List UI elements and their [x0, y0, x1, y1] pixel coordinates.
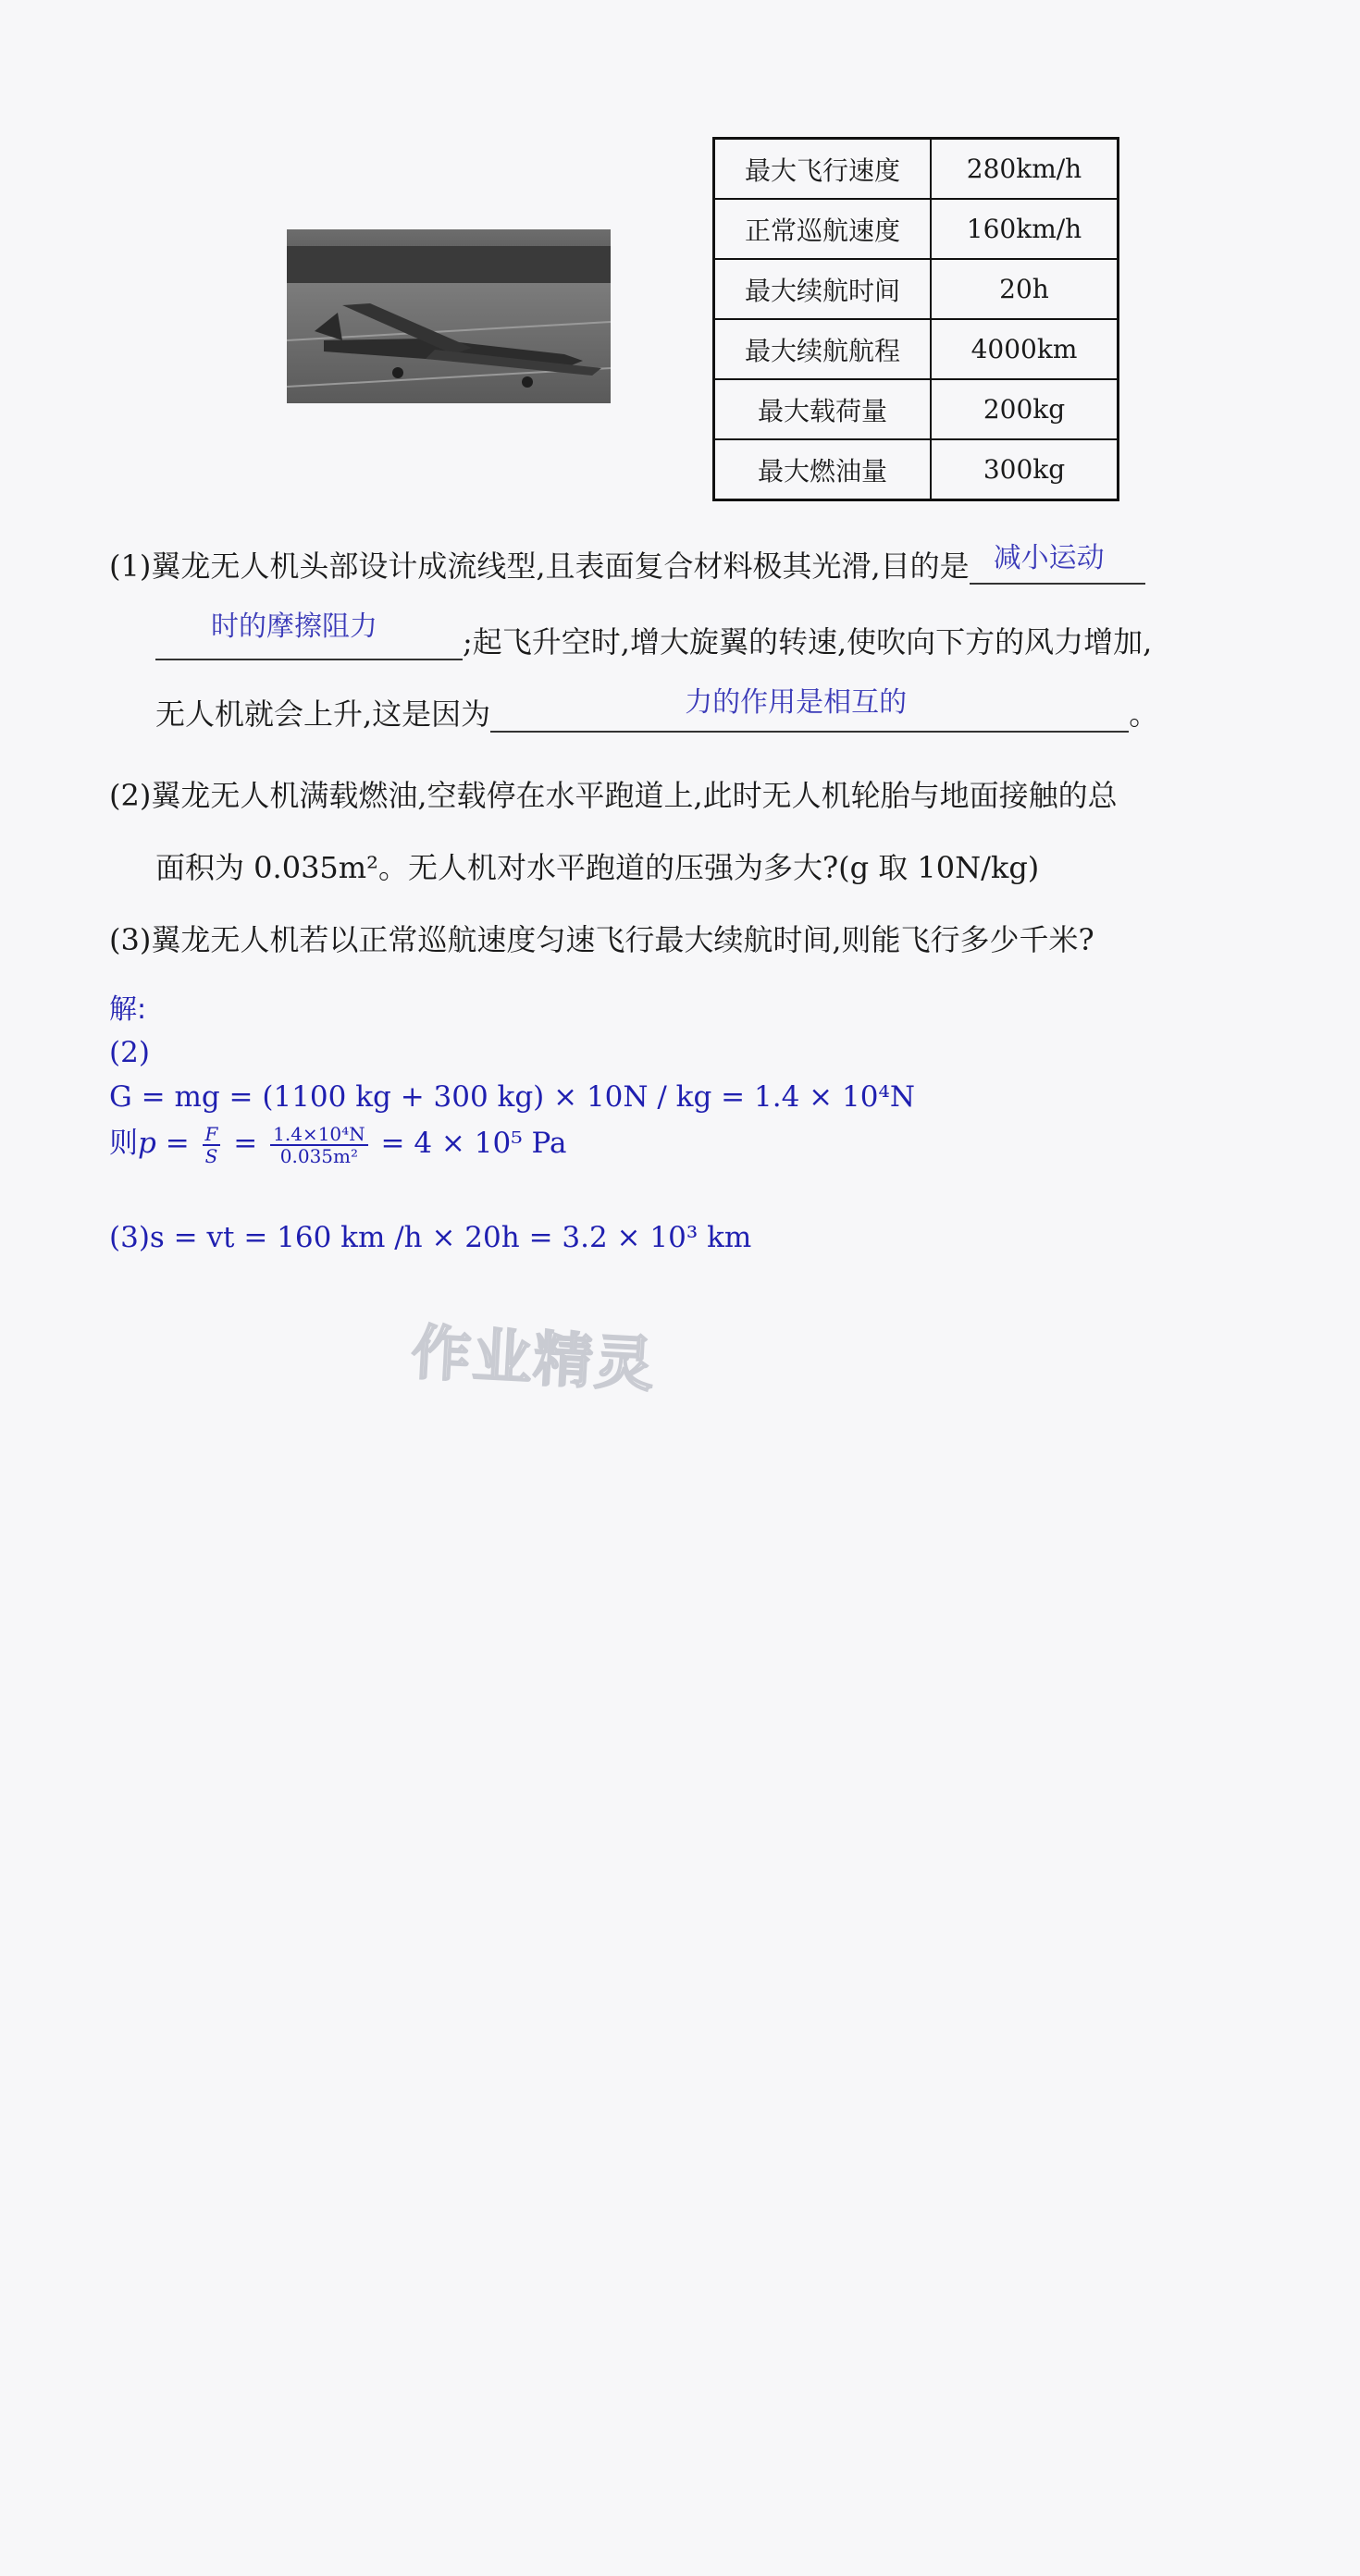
- question-1-text-3: 无人机就会上升,这是因为: [155, 696, 491, 732]
- table-cell-label: 最大燃油量: [714, 439, 932, 500]
- question-2-line-1: (2)翼龙无人机满载燃油,空载停在水平跑道上,此时无人机轮胎与地面接触的总: [109, 778, 1118, 813]
- solution-pressure-formula: 则p = $\frac{F}{S}$ = $\frac{\text{1.4×10⁴N}}{\text{0.035m²}}$ = 4 × 10⁵ Pa: [109, 1122, 567, 1167]
- solution-part-3-formula: (3)s = vt = 160 km /h × 20h = 3.2 × 10³ km: [109, 1221, 752, 1254]
- spec-table: [712, 137, 1119, 501]
- table-row: [714, 439, 1119, 500]
- handwritten-answer-1c: 力的作用是相互的: [685, 686, 908, 719]
- solution-pressure-prefix: 则: [109, 1127, 138, 1160]
- solution-pressure-result: = 4 × 10⁵ Pa: [380, 1127, 567, 1160]
- table-cell-value: 300kg: [931, 439, 1119, 500]
- fraction-denominator: 0.035m²: [279, 1144, 359, 1167]
- answer-blank-1a: [970, 542, 1145, 585]
- table-row: [714, 379, 1119, 439]
- question-3-line-1: (3)翼龙无人机若以正常巡航速度匀速飞行最大续航时间,则能飞行多少千米?: [109, 922, 1094, 957]
- watermark-logo: 作业精灵: [409, 1319, 658, 1400]
- table-cell-label: 最大飞行速度: [714, 139, 932, 200]
- fraction-values: [270, 1124, 368, 1166]
- table-row: [714, 259, 1119, 319]
- table-cell-value: 20h: [931, 259, 1119, 319]
- fraction-numerator: 1.4×10⁴N: [270, 1124, 368, 1146]
- fraction-f-over-s: [203, 1124, 221, 1166]
- fraction-numerator: F: [203, 1124, 221, 1146]
- table-row: [714, 139, 1119, 200]
- answer-blank-1b: [155, 610, 463, 660]
- table-cell-value: 280km/h: [931, 139, 1119, 200]
- table-cell-label: 正常巡航速度: [714, 199, 932, 259]
- question-1-line-2: [155, 610, 1153, 660]
- question-1-end: 。: [1129, 696, 1159, 732]
- table-cell-label: 最大载荷量: [714, 379, 932, 439]
- table-cell-value: 160km/h: [931, 199, 1119, 259]
- solution-heading: 解:: [109, 993, 147, 1026]
- fraction-denominator: S: [204, 1144, 218, 1167]
- question-2-line-2: 面积为 0.035m²。无人机对水平跑道的压强为多大?(g 取 10N/kg): [155, 850, 1040, 885]
- solution-part-2-label: (2): [109, 1036, 150, 1069]
- drone-photo: [287, 229, 611, 403]
- question-1-line-1: [109, 542, 1145, 585]
- table-row: [714, 319, 1119, 379]
- question-1-text-2: ;起飞升空时,增大旋翼的转速,使吹向下方的风力增加,: [463, 624, 1153, 659]
- table-cell-label: 最大续航航程: [714, 319, 932, 379]
- solution-pressure-variable: p: [138, 1127, 156, 1160]
- question-1-line-3: [155, 686, 1159, 733]
- handwritten-answer-1b: 时的摩擦阻力: [211, 610, 377, 643]
- table-cell-value: 200kg: [931, 379, 1119, 439]
- table-row: [714, 199, 1119, 259]
- handwritten-answer-1a: 减小运动: [993, 542, 1105, 574]
- answer-blank-1c: [490, 686, 1129, 733]
- solution-gravity-formula: G = mg = (1100 kg + 300 kg) × 10N / kg = 1.4 × 10⁴N: [109, 1080, 915, 1114]
- table-cell-label: 最大续航时间: [714, 259, 932, 319]
- table-cell-value: 4000km: [931, 319, 1119, 379]
- question-1-text: (1)翼龙无人机头部设计成流线型,且表面复合材料极其光滑,目的是: [109, 548, 970, 584]
